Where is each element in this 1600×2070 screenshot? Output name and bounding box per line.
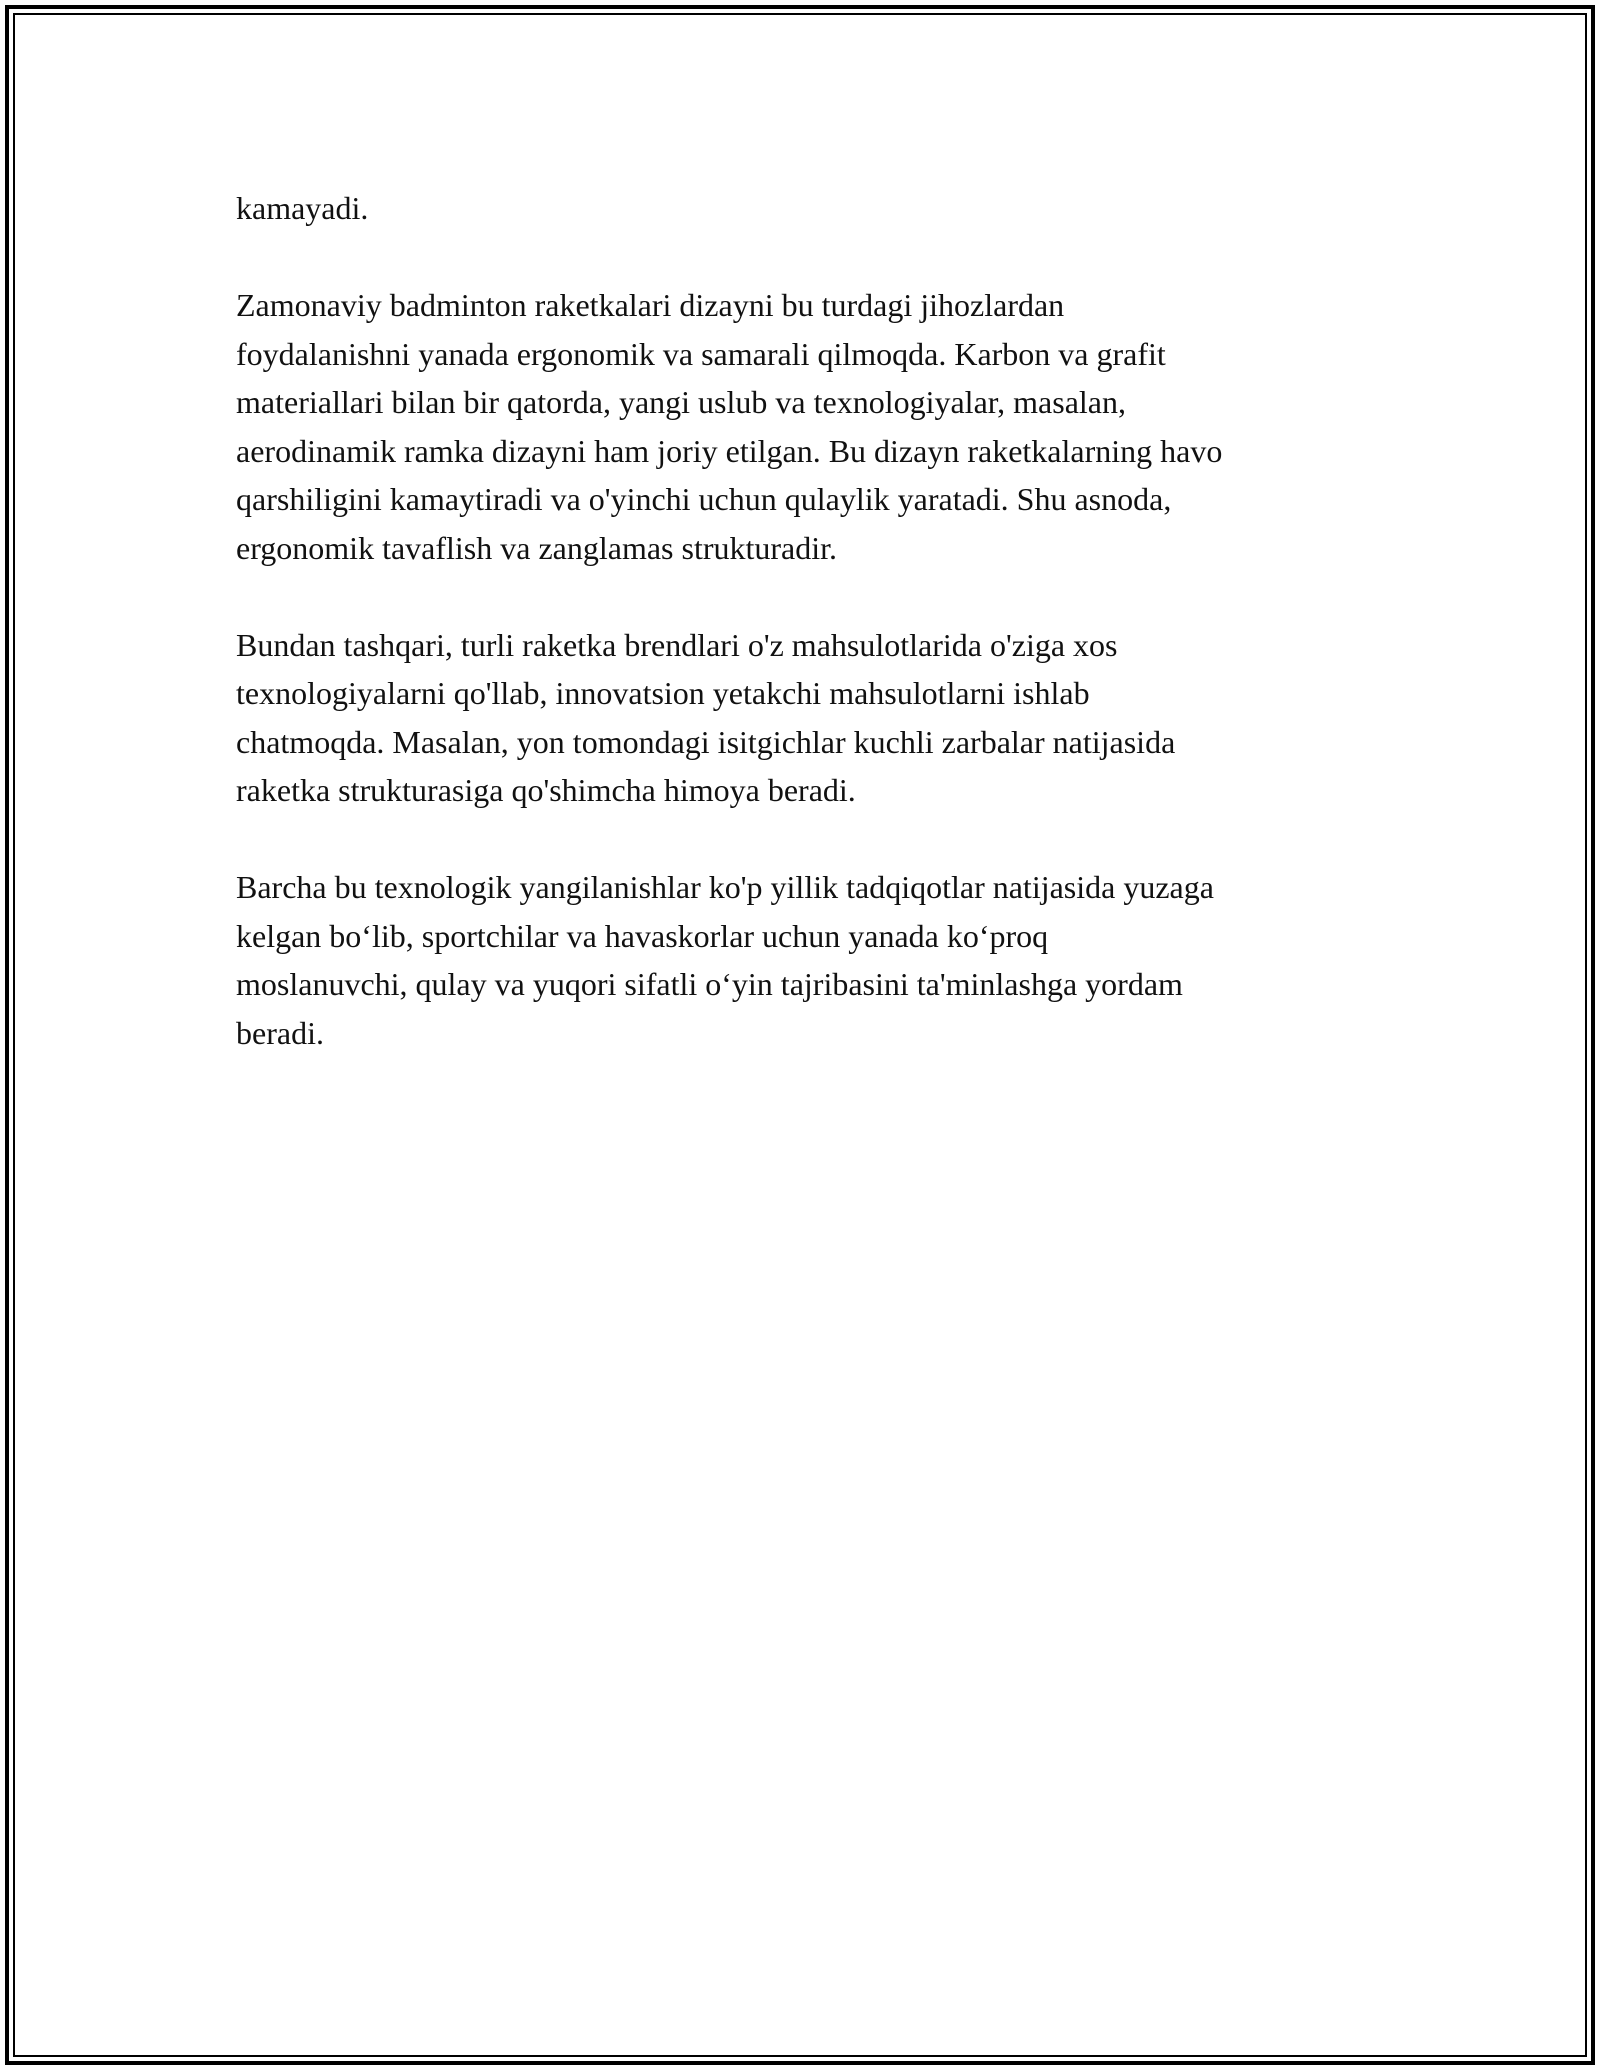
paragraph-line: chatmoqda. Masalan, yon tomondagi isitgichlar kuchli zarbalar natijasida (236, 723, 1176, 760)
paragraph-line: raketka strukturasiga qo'shimcha himoya beradi. (236, 772, 856, 808)
paragraph-1 (236, 184, 1386, 233)
paragraph-line: texnologiyalarni qo'llab, innovatsion yetakchi mahsulotlarni ishlab (236, 675, 1090, 711)
paragraph-line: Barcha bu texnologik yangilanishlar ko'p yillik tadqiqotlar natijasida yuzaga (236, 869, 1214, 905)
paragraph-3 (236, 621, 1386, 815)
paragraph-2 (236, 281, 1386, 572)
paragraph-4 (236, 863, 1386, 1057)
paragraph-line: kamayadi. (236, 190, 369, 226)
paragraph-line: Bundan tashqari, turli raketka brendlari o'z mahsulotlarida o'ziga xos (236, 626, 1118, 663)
paragraph-line: foydalanishni yanada ergonomik va samarali qilmoqda. Karbon va grafit (236, 335, 1166, 372)
paragraph-line: materiallari bilan bir qatorda, yangi uslub va texnologiyalar, masalan, (236, 384, 1126, 420)
paragraph-line: Zamonaviy badminton raketkalari dizayni bu turdagi jihozlardan (236, 287, 1065, 323)
paragraph-line: moslanuvchi, qulay va yuqori sifatli o‘yin tajribasini ta'minlashga yordam (236, 966, 1183, 1002)
paragraph-line: qarshiligini kamaytiradi va o'yinchi uchun qulaylik yaratadi. Shu asnoda, (236, 481, 1172, 517)
paragraph-line: ergonomik tavaflish va zanglamas strukturadir. (236, 529, 838, 566)
paragraph-line: beradi. (236, 1014, 324, 1051)
paragraph-line: kelgan bo‘lib, sportchilar va havaskorlar uchun yanada ko‘proq (236, 917, 1049, 954)
paragraph-line: aerodinamik ramka dizayni ham joriy etilgan. Bu dizayn raketkalarning havo (236, 432, 1223, 469)
document-body (236, 184, 1386, 1106)
